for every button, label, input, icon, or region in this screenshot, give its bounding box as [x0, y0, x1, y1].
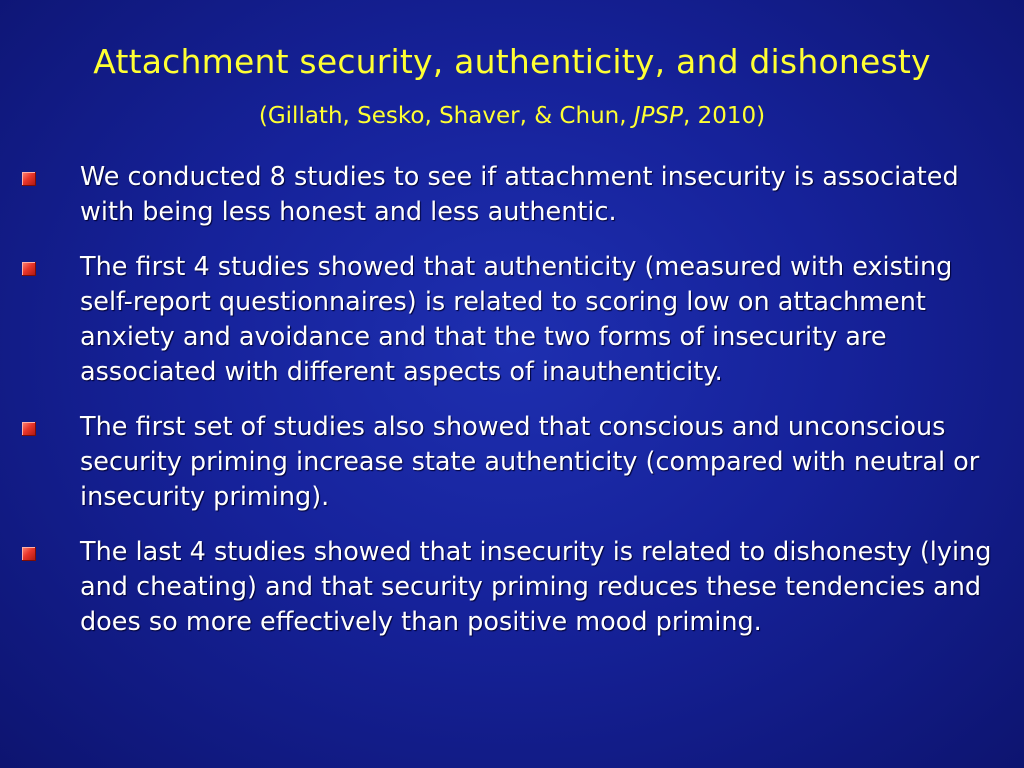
citation-year: , 2010): [682, 103, 766, 129]
bullet-item: [0, 160, 1024, 230]
bullet-item: [0, 535, 1024, 640]
square-bullet-icon: [22, 172, 36, 186]
square-bullet-icon: [22, 547, 36, 561]
bullet-item: [0, 250, 1024, 390]
square-bullet-icon: [22, 422, 36, 436]
bullet-item: [0, 410, 1024, 515]
square-bullet-icon: [22, 262, 36, 276]
bullet-text: The last 4 studies showed that insecurity is related to dishonesty (lying and cheating) and that security priming reduces these tendencies and does so more effectively than positive mood priming.: [80, 537, 992, 637]
bullet-list: [0, 160, 1024, 660]
citation-journal: JPSP: [633, 103, 683, 129]
citation-authors: (Gillath, Sesko, Shaver, & Chun,: [258, 103, 634, 129]
bullet-text: The first set of studies also showed that conscious and unconscious security priming increase state authenticity (compared with neutral or insecurity priming).: [80, 412, 980, 512]
bullet-text: The first 4 studies showed that authenticity (measured with existing self-report questionnaires) is related to scoring low on attachment anxiety and avoidance and that the two forms of insecurity are associated with different aspects of inauthenticity.: [80, 252, 953, 387]
slide-title: Attachment security, authenticity, and dishonesty: [93, 42, 931, 81]
bullet-text: We conducted 8 studies to see if attachment insecurity is associated with being less honest and less authentic.: [80, 162, 959, 227]
citation: [0, 100, 1024, 132]
